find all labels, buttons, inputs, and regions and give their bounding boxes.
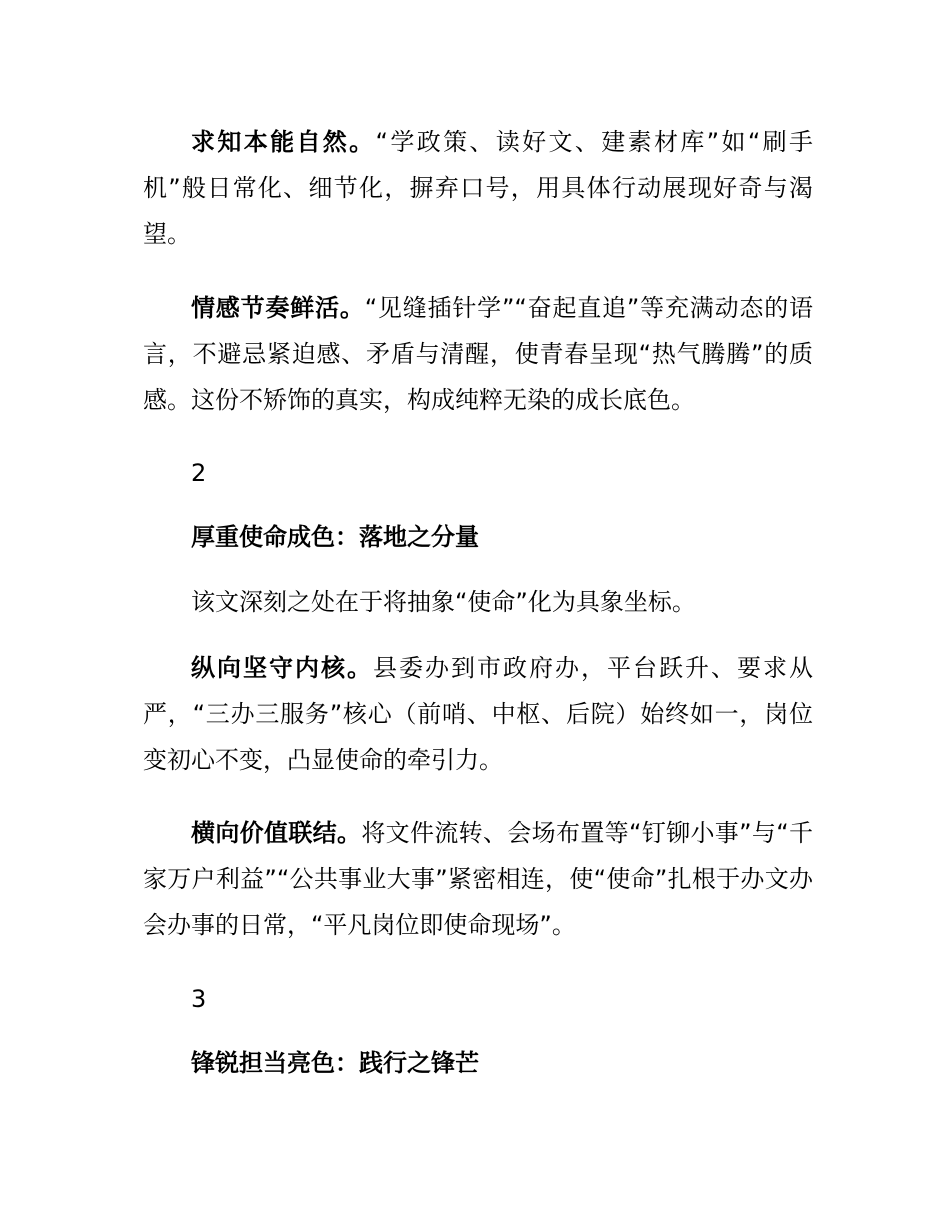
section-title: 厚重使命成色：落地之分量 <box>191 523 479 551</box>
paragraph-text: 将文件流转、会场布置等“钉铆小事”与“千家万户利益”“公共事业大事”紧密相连，使“使命”扎根于办文办会办事的日常，“平凡岗位即使命现场”。 <box>143 819 813 939</box>
section-intro: 该文深刻之处在于将抽象“使命”化为具象坐标。 <box>191 588 696 616</box>
section-title: 锋锐担当亮色：践行之锋芒 <box>191 1049 479 1077</box>
paragraph-lead: 纵向坚守内核。 <box>191 654 373 682</box>
paragraph-text: “见缝插针学”“奋起直追”等充满动态的语言，不避忌紧迫感、矛盾与清醒，使青春呈现“热气腾腾”的质感。这份不矫饰的真实，构成纯粹无染的成长底色。 <box>143 294 814 414</box>
section-number: 2 <box>191 459 207 487</box>
paragraph-text: 县委办到市政府办，平台跃升、要求从严，“三办三服务”核心（前哨、中枢、后院）始终如一，岗位变初心不变，凸显使命的牵引力。 <box>143 654 813 774</box>
paragraph-lead: 情感节奏鲜活。 <box>191 294 365 322</box>
paragraph-emotion <box>143 285 813 423</box>
paragraph-curiosity <box>143 119 813 257</box>
paragraph-lead: 求知本能自然。 <box>191 128 376 156</box>
paragraph-lead: 横向价值联结。 <box>191 819 362 847</box>
paragraph-horizontal <box>143 810 813 948</box>
section-number: 3 <box>191 985 207 1013</box>
paragraph-vertical <box>143 645 813 783</box>
paragraph-text: “学政策、读好文、建素材库”如“刷手机”般日常化、细节化，摒弃口号，用具体行动展现好奇与渴望。 <box>143 128 814 248</box>
